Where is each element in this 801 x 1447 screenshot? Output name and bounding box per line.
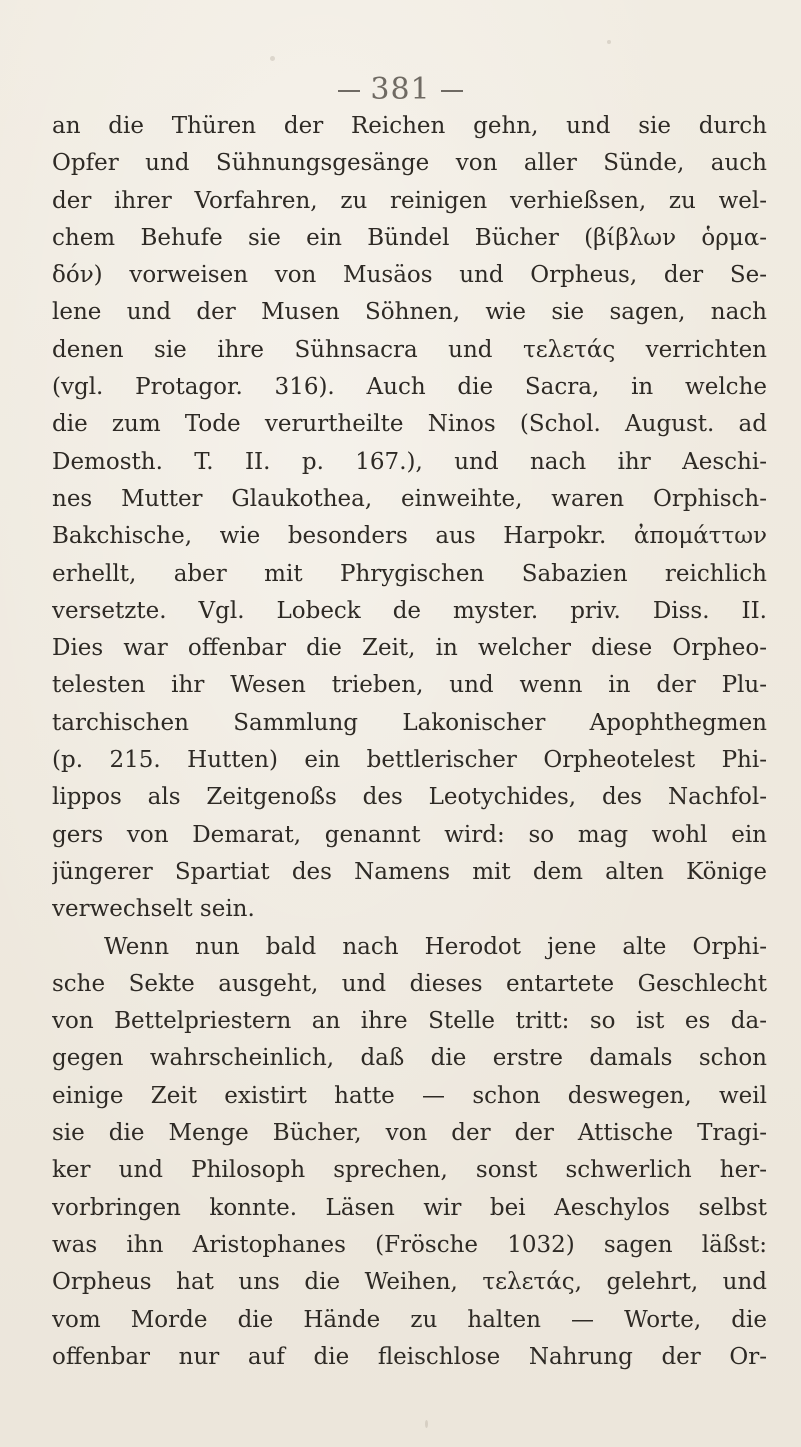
page-number	[0, 72, 801, 107]
text-line: jüngerer Spartiat des Namens mit dem alten Könige	[52, 858, 767, 885]
text-line: an die Thüren der Reichen gehn, und sie durch	[52, 113, 767, 139]
page-number-value: 381	[370, 72, 431, 107]
text-line: Orpheus hat uns die Weihen, τελετάς, gelehrt, und	[52, 1269, 767, 1296]
text-line: δόν) vorweisen von Musäos und Orpheus, der Se-	[52, 262, 767, 289]
text-line: sche Sekte ausgeht, und dieses entartete Geschlecht	[52, 970, 767, 997]
text-line: was ihn Aristophanes (Frösche 1032) sagen läßst:	[52, 1231, 767, 1258]
body-text	[52, 108, 767, 1376]
text-line: versetzte. Vgl. Lobeck de myster. priv. Diss. II.	[52, 597, 767, 624]
text-line: denen sie ihre Sühnsacra und τελετάς verrichten	[52, 336, 767, 363]
text-line: vorbringen konnte. Läsen wir bei Aeschylos selbst	[52, 1194, 767, 1221]
text-line: lippos als Zeitgenoßs des Leotychides, des Nachfol-	[52, 784, 767, 811]
text-line: Demosth. T. II. p. 167.), und nach ihr Aeschi-	[52, 448, 767, 475]
text-line: sie die Menge Bücher, von der der Attische Tragi-	[52, 1120, 767, 1147]
text-line: ker und Philosoph sprechen, sonst schwerlich her-	[52, 1157, 767, 1184]
text-line: Bakchische, wie besonders aus Harpokr. ἀπομάττων	[52, 523, 767, 550]
text-line: die zum Tode verurtheilte Ninos (Schol. August. ad	[52, 411, 767, 438]
text-line: chem Behufe sie ein Bündel Bücher (βίβλων ὁρμα-	[52, 224, 767, 251]
text-line: der ihrer Vorfahren, zu reinigen verhießsen, zu wel-	[52, 187, 767, 214]
page-number-dash-right	[441, 90, 463, 92]
text-line: Dies war offenbar die Zeit, in welcher diese Orpheo-	[52, 635, 767, 662]
paper-stain	[607, 40, 611, 44]
text-line: lene und der Musen Söhnen, wie sie sagen, nach	[52, 299, 767, 326]
paragraph-end-line: verwechselt sein.	[52, 896, 255, 923]
text-line: Opfer und Sühnungsgesänge von aller Sünde, auch	[52, 150, 767, 177]
text-line: (p. 215. Hutten) ein bettlerischer Orpheotelest Phi-	[52, 747, 767, 774]
paragraph-start-line: Wenn nun bald nach Herodot jene alte Orphi-	[104, 933, 767, 960]
text-line: gegen wahrscheinlich, daß die erstre damals schon	[52, 1045, 767, 1072]
text-line: (vgl. Protagor. 316). Auch die Sacra, in welche	[52, 374, 767, 401]
text-line: gers von Demarat, genannt wird: so mag wohl ein	[52, 821, 767, 848]
text-line: erhellt, aber mit Phrygischen Sabazien reichlich	[52, 560, 767, 587]
text-line: einige Zeit existirt hatte — schon deswegen, weil	[52, 1082, 767, 1109]
text-line: nes Mutter Glaukothea, einweihte, waren Orphisch-	[52, 485, 767, 512]
text-line: tarchischen Sammlung Lakonischer Apophthegmen	[52, 709, 767, 736]
text-line: offenbar nur auf die fleischlose Nahrung der Or-	[52, 1343, 767, 1370]
page-number-dash-left	[338, 90, 360, 92]
paper-stain	[270, 56, 275, 61]
paper-stain	[425, 1420, 428, 1428]
text-line: vom Morde die Hände zu halten — Worte, die	[52, 1306, 767, 1333]
text-line: von Bettelpriestern an ihre Stelle tritt: so ist es da-	[52, 1008, 767, 1035]
text-line: telesten ihr Wesen trieben, und wenn in der Plu-	[52, 672, 767, 699]
